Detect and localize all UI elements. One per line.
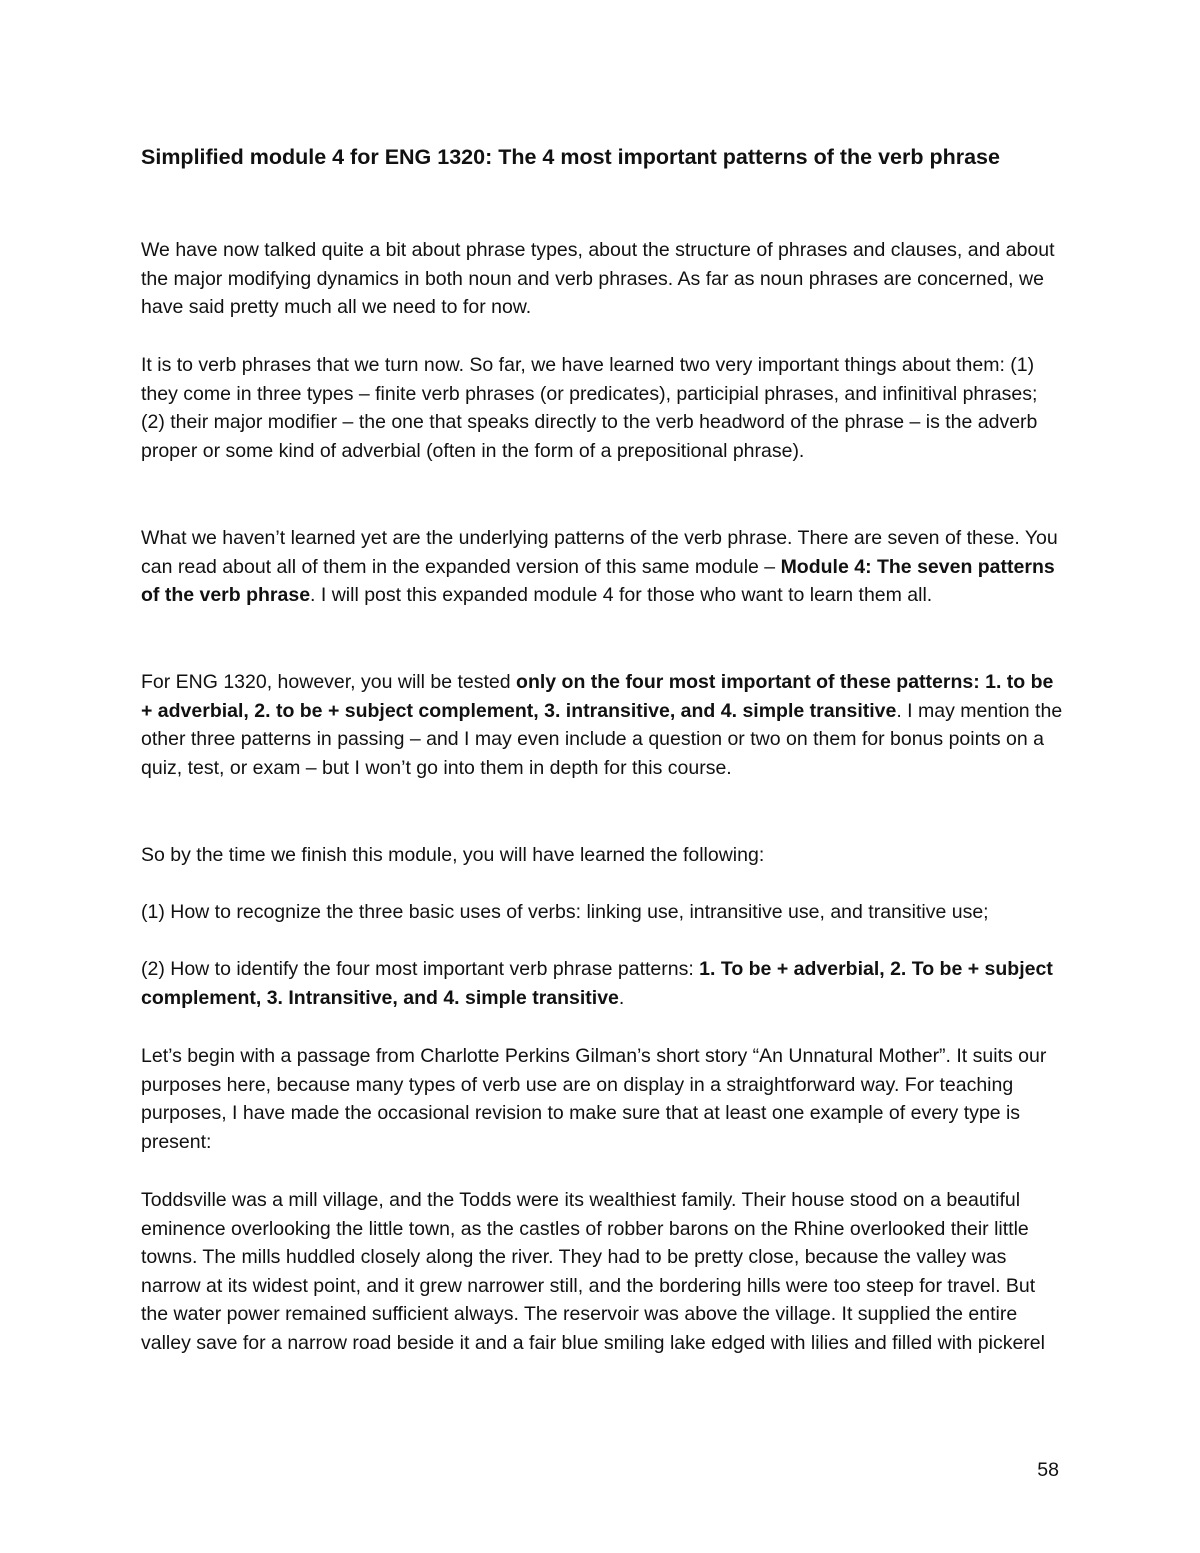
learning-goal-1	[141, 898, 1066, 927]
four-patterns-emphasis: only on the four most important of these patterns: 1. to be + adverbial, 2. to be + subject complement, 3. intransitive, and 4. simple transitive	[141, 671, 1054, 722]
patterns-list-emphasis: 1. To be + adverbial, 2. To be + subject complement, 3. Intransitive, and 4. simple transitive	[141, 958, 1053, 1009]
page-number: 58	[1037, 1459, 1059, 1481]
module-reference: Module 4: The seven patterns of the verb phrase	[141, 555, 1055, 607]
paragraph-text: We have now talked quite a bit about phrase types, about the structure of phrases and clauses, and about the major modifying dynamics in both noun and verb phrases. As far as noun phrases are concerned, we have said pretty much all we need to for now.	[141, 239, 1055, 319]
paragraph-text: . I may mention the other three patterns in passing – and I may even include a question or two on them for bonus points on a quiz, test, or exam – but I won’t go into them in depth for this course.	[141, 699, 1063, 779]
verb-phrases-paragraph	[141, 351, 1066, 465]
gilman-passage	[141, 1186, 1066, 1358]
paragraph-text: Let’s begin with a passage from Charlotte Perkins Gilman’s short story “An Unnatural Mother”. It suits our purposes here, because many types of verb use are on display in a straightforward way. For teaching purposes, I have made the occasional revision to make sure that at least one example of every type is present:	[141, 1045, 1047, 1153]
paragraph-text: It is to verb phrases that we turn now. So far, we have learned two very important things about them: (1) they come in three types – finite verb phrases (or predicates), participial phrases, and infinitival phrases; (2) their major modifier – the one that speaks directly to the verb headword of the phrase – is the adverb proper or some kind of adverbial (often in the form of a prepositional phrase).	[141, 354, 1038, 462]
patterns-paragraph	[141, 524, 1066, 610]
paragraph-text: Toddsville was a mill village, and the Todds were its wealthiest family. Their house stood on a beautiful eminence overlooking the little town, as the castles of robber barons on the Rhine overlooked their little towns. The mills huddled closely along the river. They had to be pretty close, because the valley was narrow at its widest point, and it grew narrower still, and the bordering hills were too steep for travel. But the water power remained sufficient always. The reservoir was above the village. It supplied the entire valley save for a narrow road beside it and a fair blue smiling lake edged with lilies and filled with pickerel	[141, 1189, 1045, 1354]
passage-intro-paragraph	[141, 1042, 1066, 1156]
learning-goals-intro	[141, 841, 1066, 870]
intro-paragraph	[141, 236, 1066, 322]
paragraph-text: (2) How to identify the four most important verb phrase patterns:	[141, 958, 700, 980]
paragraph-text: So by the time we finish this module, you will have learned the following:	[141, 844, 765, 866]
paragraph-text: What we haven’t learned yet are the underlying patterns of the verb phrase. There are seven of these. You can read about all of them in the expanded version of this same module –	[141, 527, 1058, 578]
learning-goal-2	[141, 955, 1066, 1012]
testing-paragraph	[141, 668, 1066, 782]
paragraph-text: For ENG 1320, however, you will be tested	[141, 671, 517, 693]
paragraph-text: .	[618, 986, 625, 1009]
paragraph-text: (1) How to recognize the three basic uses of verbs: linking use, intransitive use, and transitive use;	[141, 901, 989, 923]
paragraph-text: . I will post this expanded module 4 for those who want to learn them all.	[310, 584, 933, 607]
page-title: Simplified module 4 for ENG 1320: The 4 most important patterns of the verb phrase	[141, 145, 1000, 169]
